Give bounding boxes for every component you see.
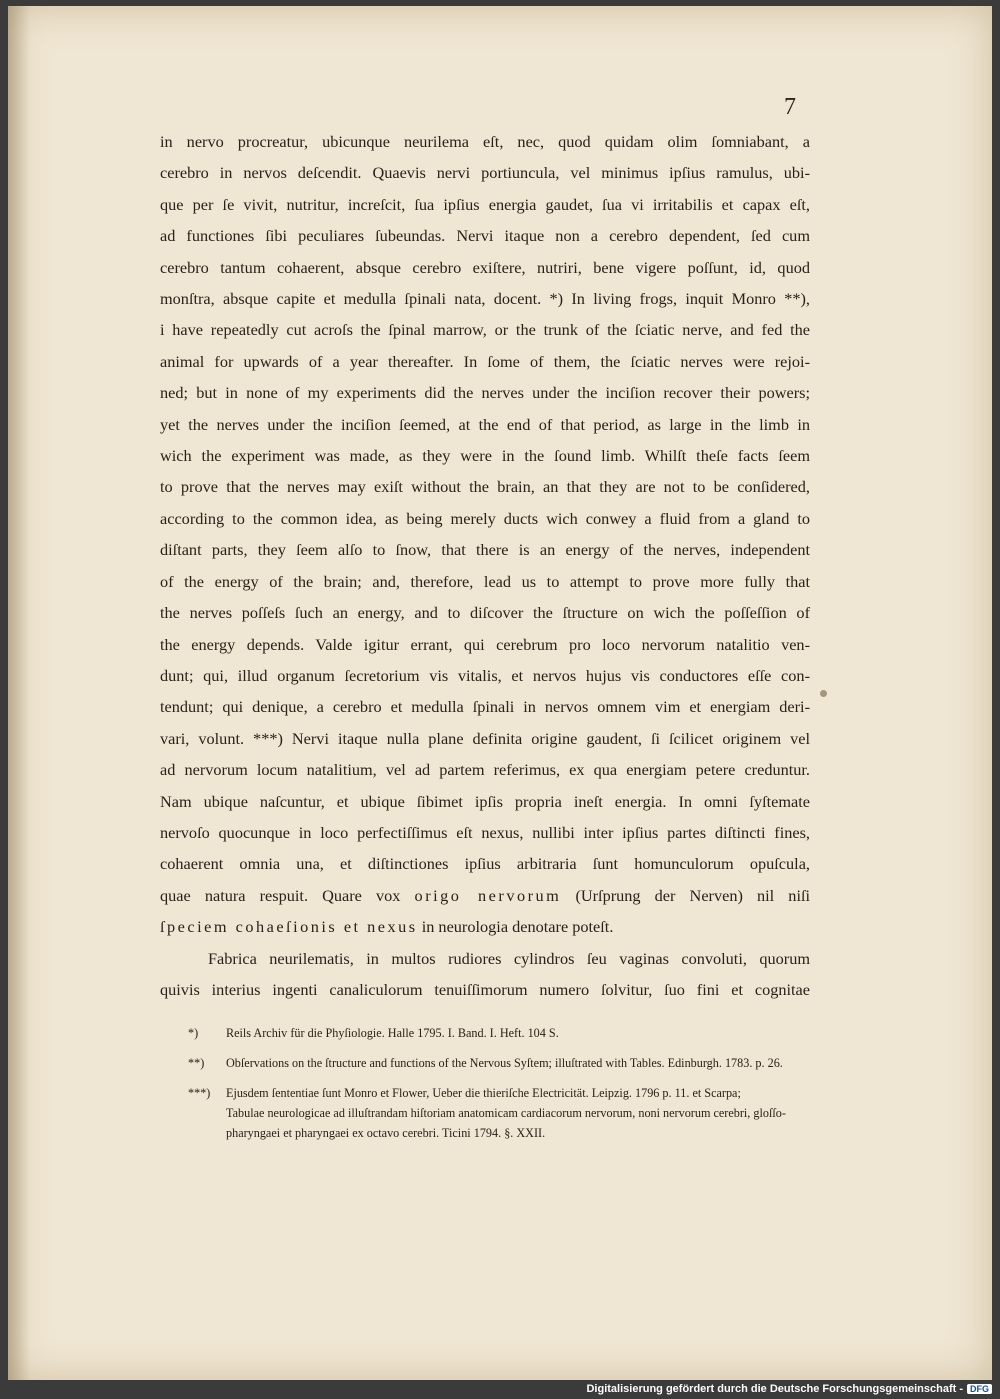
- text-line: the energy depends. Valde igitur errant, qui cerebrum pro loco nervorum natalitio ven-: [160, 634, 810, 654]
- text-line: tendunt; qui denique, a cerebro et medulla ſpinali in nervos omnem vim et energiam deri-: [160, 697, 810, 717]
- text-segment: (Urſprung der Nerven) nil niſi: [561, 885, 811, 905]
- dfg-logo-icon: DFG: [967, 1384, 992, 1394]
- footnote-line: Obſervations on the ſtructure and functions of the Nervous Syſtem; illuſtrated with Tables. Edinburgh. 1783. p. 26.: [226, 1056, 783, 1070]
- footnote-line: Reils Archiv für die Phyſiologie. Halle 1795. I. Band. I. Heft. 104 S.: [226, 1026, 559, 1040]
- body-text: [160, 126, 810, 1005]
- digitization-notice-bar: [586, 1381, 992, 1397]
- footnote: [188, 1083, 828, 1143]
- footnote-text: [226, 1083, 828, 1143]
- text-line: quivis interius ingenti canaliculorum tenuiſſimorum numero ſolvitur, ſuo fini et cognitae: [160, 979, 810, 999]
- text-segment: in neurologia denotare poteſt.: [417, 917, 614, 937]
- page-number: 7: [784, 94, 796, 120]
- footnotes: [188, 1023, 828, 1153]
- footnote-line: Tabulae neurologicae ad illuſtrandam hiſtoriam anatomicam cardiacorum nervorum, noni nervorum cerebri, gloſſo-: [226, 1106, 786, 1120]
- text-line: vari, volunt. ***) Nervi itaque nulla plane definita origine gaudent, ſi ſcilicet originem vel: [160, 728, 810, 748]
- text-segment: quae natura respuit. Quare vox: [160, 885, 415, 905]
- footnote-line: Ejusdem ſententiae ſunt Monro et Flower, Ueber die thieriſche Electricität. Leipzig. 1796 p. 11. et Scarpa;: [226, 1086, 741, 1100]
- spaced-term: ſpeciem cohaeſionis et nexus: [160, 917, 418, 937]
- text-line: Nam ubique naſcuntur, et ubique ſibimet ipſis propria ineſt energia. In omni ſyſtemate: [160, 791, 810, 811]
- text-line: ad functiones ſibi peculiares ſubeundas. Nervi itaque non a cerebro dependent, ſed cum: [160, 226, 810, 246]
- footnote-line: pharyngaei et pharyngaei ex octavo cerebri. Ticini 1794. §. XXII.: [226, 1126, 546, 1140]
- footnote: [188, 1053, 828, 1073]
- footnote-mark: *): [188, 1026, 199, 1040]
- text-line: of the energy of the brain; and, therefore, lead us to attempt to prove more fully that: [160, 571, 810, 591]
- paragraph-start-line: Fabrica neurilematis, in multos rudiores cylindros ſeu vaginas convoluti, quorum: [208, 948, 810, 968]
- text-line: ned; but in none of my experiments did the nerves under the inciſion recover their powers;: [160, 383, 810, 403]
- ink-stain: [820, 690, 827, 697]
- footnote-mark: **): [188, 1056, 205, 1070]
- text-line: according to the common idea, as being merely ducts wich conwey a fluid from a gland to: [160, 508, 810, 528]
- text-line: diſtant parts, they ſeem alſo to ſnow, that there is an energy of the nerves, independent: [160, 540, 810, 560]
- text-line: que per ſe vivit, nutritur, increſcit, ſua ipſius energia gaudet, ſua vi irritabilis et capax eſt,: [160, 194, 810, 214]
- text-line: monſtra, absque capite et medulla ſpinali nata, docent. *) In living frogs, inquit Monro **),: [160, 289, 810, 309]
- text-line: the nerves poſſeſs ſuch an energy, and to diſcover the ſtructure on wich the poſſeſſion of: [160, 603, 810, 623]
- text-line: cohaerent omnia una, et diſtinctiones ipſius arbitraria ſunt homunculorum opuſcula,: [160, 854, 810, 874]
- text-line: cerebro tantum cohaerent, absque cerebro exiſtere, nutriri, bene vigere poſſunt, id, quod: [160, 257, 810, 277]
- digitization-notice: Digitalisierung gefördert durch die Deutsche Forschungsgemeinschaft -: [586, 1383, 963, 1395]
- footnote-text: [226, 1023, 828, 1043]
- text-line: cerebro in nervos deſcendit. Quaevis nervi portiuncula, vel minimus ipſius ramulus, ubi-: [160, 163, 810, 183]
- footnote-text: [226, 1053, 828, 1073]
- footnote-mark: ***): [188, 1086, 211, 1100]
- spaced-term: origo nervorum: [414, 885, 562, 905]
- text-line: ad nervorum locum natalitium, vel ad partem referimus, ex qua energiam petere creduntur.: [160, 760, 810, 780]
- text-line: dunt; qui, illud organum ſecretorium vis vitalis, et nervos hujus vis conductores eſſe con-: [160, 665, 810, 685]
- text-line: [160, 880, 810, 911]
- footnote: [188, 1023, 828, 1043]
- text-line: yet the nerves under the inciſion ſeemed, at the end of that period, as large in the limb in: [160, 414, 810, 434]
- text-line: to prove that the nerves may exiſt without the brain, an that they are not to be conſidered,: [160, 477, 810, 497]
- text-line: in nervo procreatur, ubicunque neurilema eſt, nec, quod quidam olim ſomniabant, a: [160, 132, 810, 151]
- text-line: nervoſo quocunque in loco perfectiſſimus eſt nexus, nullibi inter ipſius partes diſtincti fines,: [160, 822, 810, 842]
- text-line: wich the experiment was made, as they were in the ſound limb. Whilſt theſe facts ſeem: [160, 446, 810, 466]
- text-line: [160, 911, 810, 942]
- document-page: [8, 6, 992, 1380]
- text-line: animal for upwards of a year thereafter. In ſome of them, the ſciatic nerves were rejoi-: [160, 351, 810, 371]
- text-line: i have repeatedly cut acroſs the ſpinal marrow, or the trunk of the ſciatic nerve, and fed the: [160, 320, 810, 340]
